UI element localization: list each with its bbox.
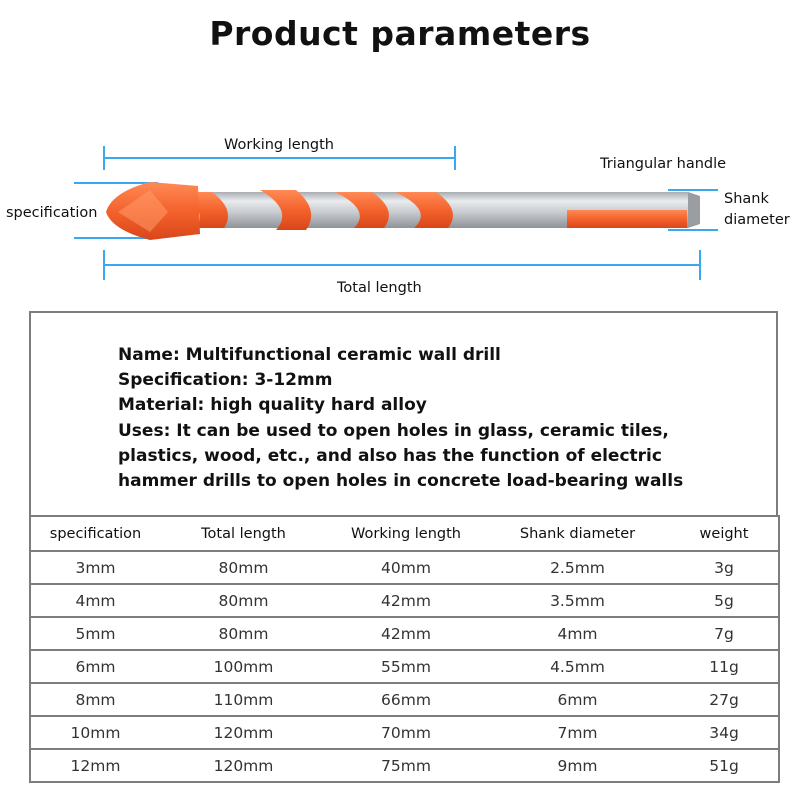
cell-weight: 34g	[670, 716, 779, 749]
cell-total-length: 100mm	[160, 650, 327, 683]
specification-label: specification	[6, 205, 98, 221]
spec-table	[29, 515, 780, 783]
cell-shank-diameter: 9mm	[485, 749, 670, 782]
cell-weight: 7g	[670, 617, 779, 650]
working-length-label: Working length	[224, 137, 334, 153]
info-uses-line-3: hammer drills to open holes in concrete load-bearing walls	[118, 471, 684, 492]
cell-specification: 6mm	[30, 650, 160, 683]
cell-working-length: 40mm	[327, 551, 485, 584]
table-row	[30, 650, 779, 683]
cell-working-length: 55mm	[327, 650, 485, 683]
cell-total-length: 80mm	[160, 584, 327, 617]
cell-specification: 10mm	[30, 716, 160, 749]
table-header-row	[30, 516, 779, 551]
cell-working-length: 42mm	[327, 617, 485, 650]
cell-weight: 5g	[670, 584, 779, 617]
cell-specification: 3mm	[30, 551, 160, 584]
shank-diameter-label-2: diameter	[724, 212, 790, 228]
cell-weight: 11g	[670, 650, 779, 683]
info-material: Material: high quality hard alloy	[118, 395, 427, 416]
info-uses-line-2: plastics, wood, etc., and also has the function of electric	[118, 445, 662, 466]
info-uses-line-1: Uses: It can be used to open holes in glass, ceramic tiles,	[118, 420, 669, 441]
total-length-label: Total length	[337, 280, 422, 296]
cell-total-length: 80mm	[160, 617, 327, 650]
cell-specification: 5mm	[30, 617, 160, 650]
cell-shank-diameter: 3.5mm	[485, 584, 670, 617]
table-row	[30, 716, 779, 749]
header-shank-diameter: Shank diameter	[485, 516, 670, 551]
cell-total-length: 80mm	[160, 551, 327, 584]
cell-total-length: 120mm	[160, 749, 327, 782]
header-total-length: Total length	[160, 516, 327, 551]
cell-weight: 51g	[670, 749, 779, 782]
cell-working-length: 42mm	[327, 584, 485, 617]
cell-shank-diameter: 4mm	[485, 617, 670, 650]
cell-weight: 3g	[670, 551, 779, 584]
cell-shank-diameter: 7mm	[485, 716, 670, 749]
cell-weight: 27g	[670, 683, 779, 716]
cell-shank-diameter: 4.5mm	[485, 650, 670, 683]
cell-specification: 8mm	[30, 683, 160, 716]
cell-working-length: 66mm	[327, 683, 485, 716]
info-specification: Specification: 3-12mm	[118, 370, 333, 391]
triangular-handle-flat	[567, 210, 687, 228]
cell-shank-diameter: 6mm	[485, 683, 670, 716]
table-row	[30, 749, 779, 782]
drill-diagram	[0, 130, 800, 310]
cell-total-length: 120mm	[160, 716, 327, 749]
info-name: Name: Multifunctional ceramic wall drill	[118, 345, 501, 365]
table-row	[30, 551, 779, 584]
cell-working-length: 75mm	[327, 749, 485, 782]
cell-specification: 4mm	[30, 584, 160, 617]
shank-diameter-label-1: Shank	[724, 191, 769, 207]
table-row	[30, 683, 779, 716]
header-weight: weight	[670, 516, 779, 551]
table-row	[30, 617, 779, 650]
page-title: Product parameters	[209, 14, 591, 53]
cell-working-length: 70mm	[327, 716, 485, 749]
header-specification: specification	[30, 516, 160, 551]
cell-total-length: 110mm	[160, 683, 327, 716]
table-row	[30, 584, 779, 617]
triangular-handle-label: Triangular handle	[600, 156, 727, 172]
product-info	[118, 343, 683, 494]
header-working-length: Working length	[327, 516, 485, 551]
cell-specification: 12mm	[30, 749, 160, 782]
cell-shank-diameter: 2.5mm	[485, 551, 670, 584]
